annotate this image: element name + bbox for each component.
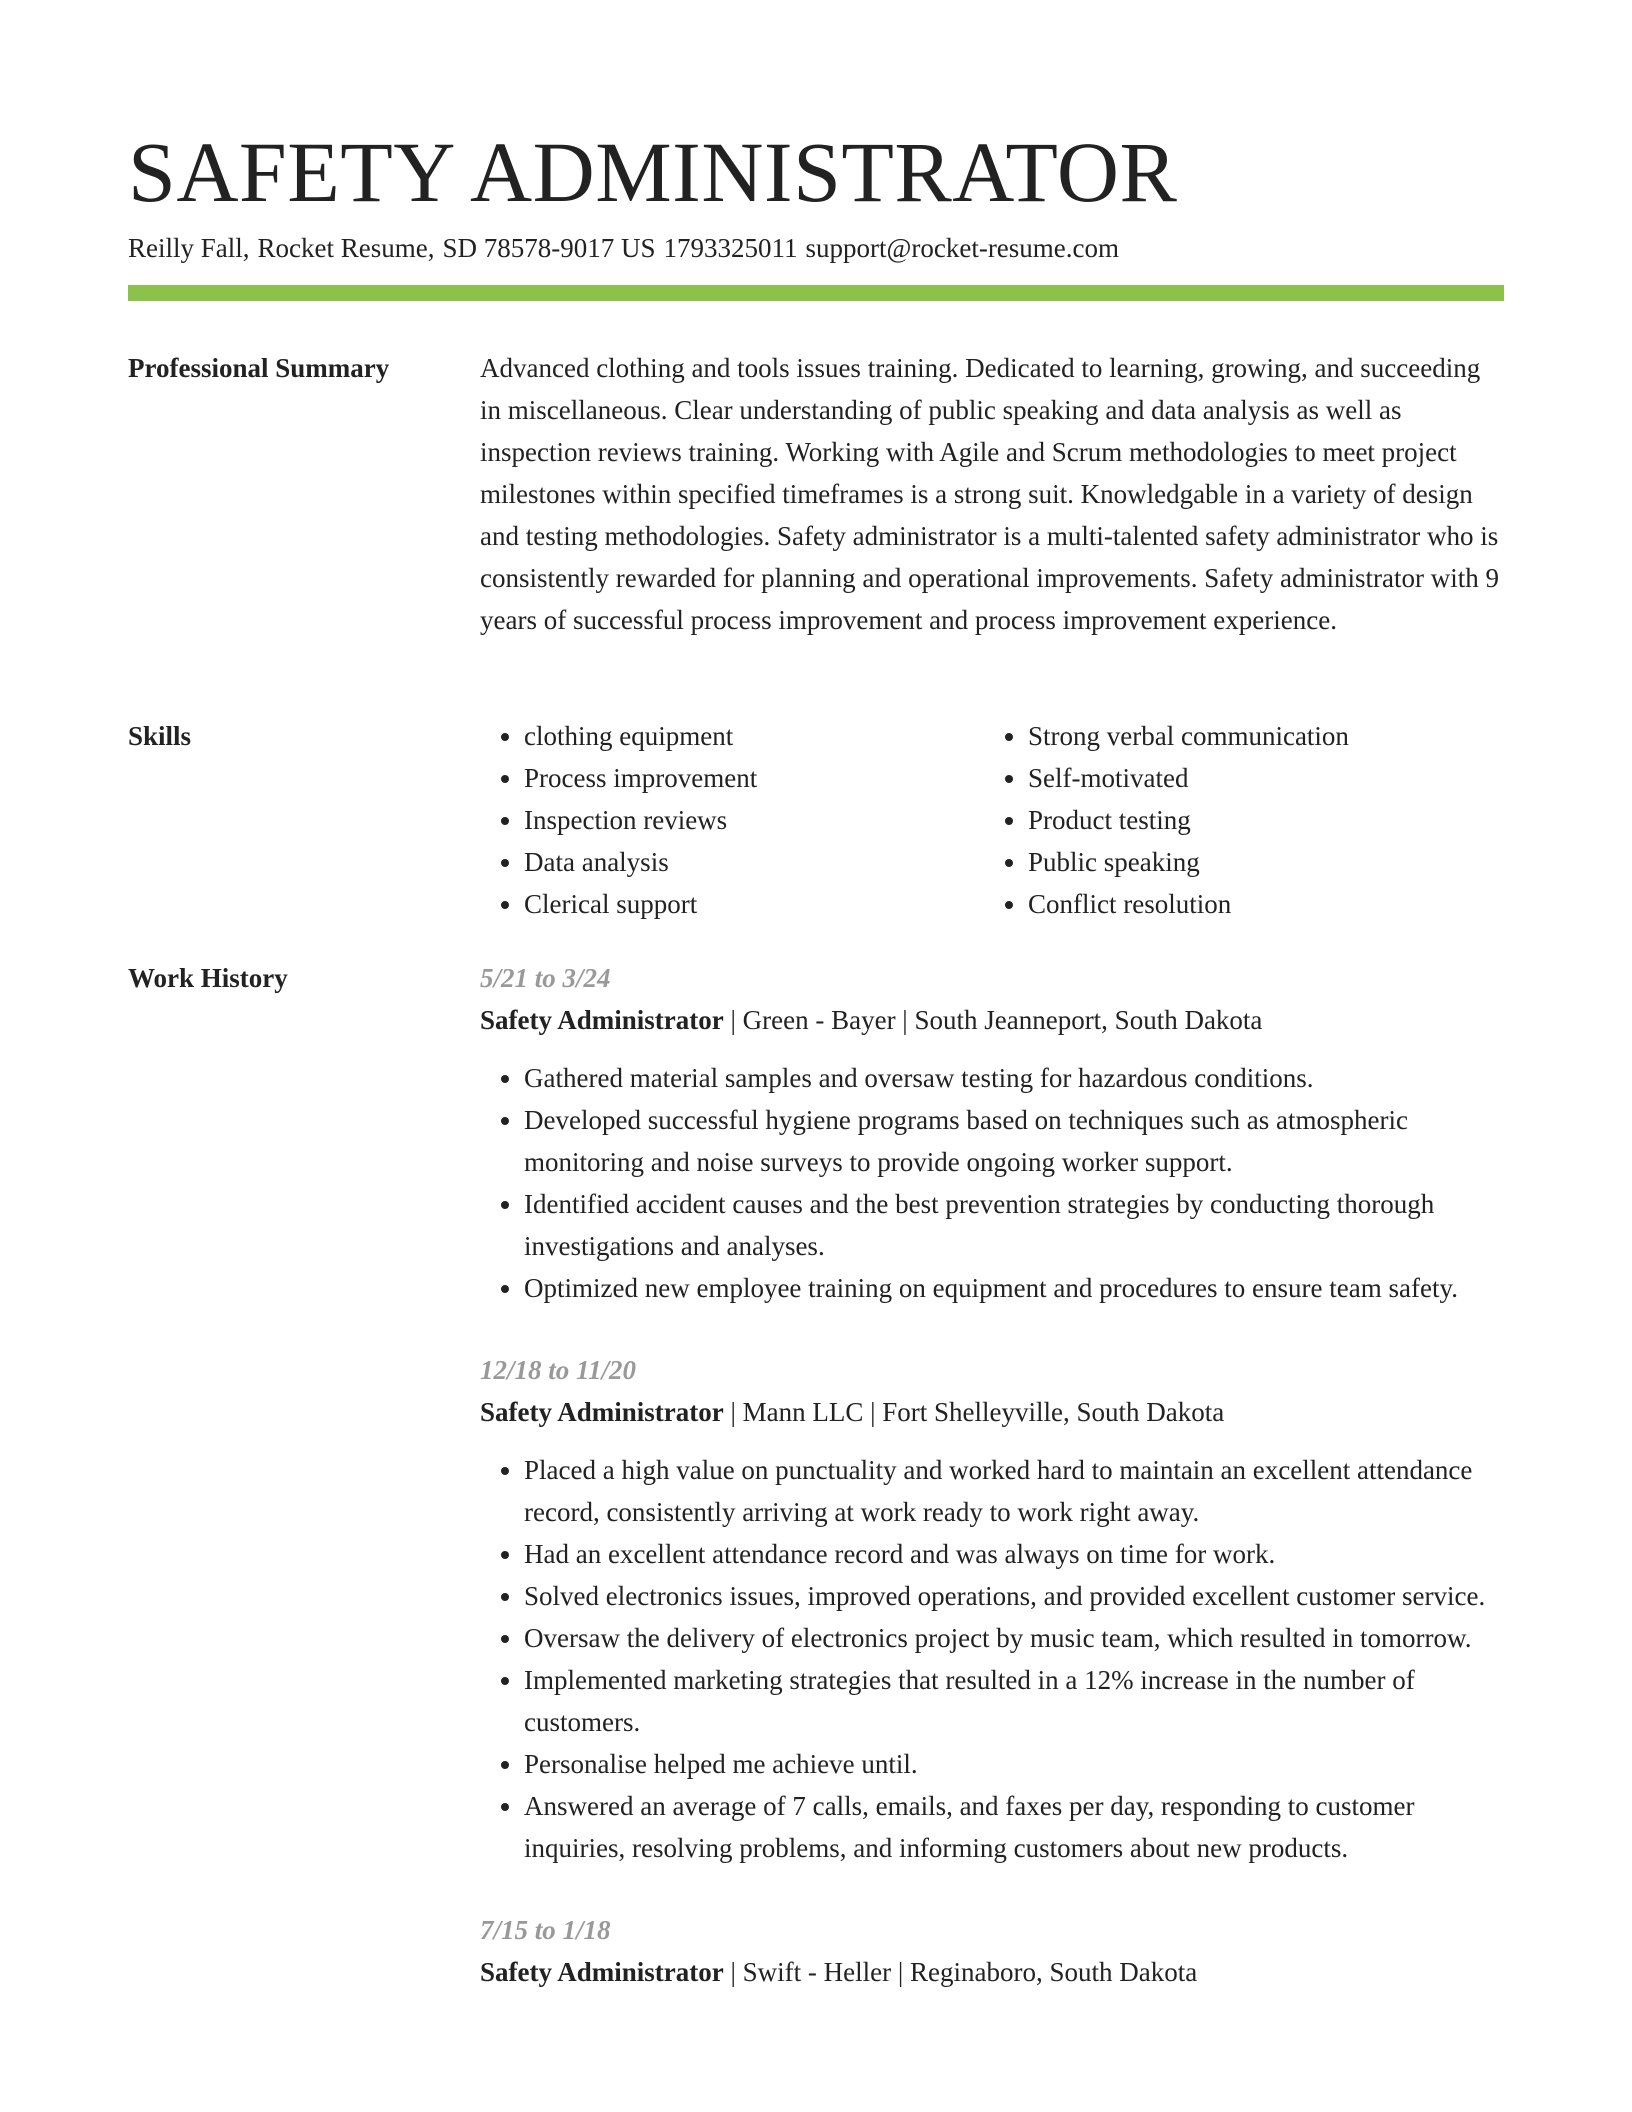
skill-item: • Data analysis [524,841,984,883]
job-bullet: • Gathered material samples and oversaw testing for hazardous conditions. [524,1057,1504,1099]
skill-item: • Inspection reviews [524,799,984,841]
summary-body [480,347,1504,641]
job-bullet: • Implemented marketing strategies that resulted in a 12% increase in the number of customers. [524,1659,1504,1743]
job-entry [480,1909,1504,1993]
skills-body [480,715,1504,925]
skill-item: • Product testing [1028,799,1488,841]
job-bullet: • Developed successful hygiene programs based on techniques such as atmospheric monitoring and noise surveys to provide ongoing worker support. [524,1099,1504,1183]
skills-list-left [480,715,984,925]
header-divider [128,285,1504,301]
job-bullet-list [480,1449,1504,1869]
summary-label: Professional Summary [128,353,390,383]
work-history-body [480,957,1504,2033]
contact-name: Reilly Fall, [128,233,250,263]
contact-email[interactable]: support@rocket-resume.com [805,233,1120,263]
job-bullet: • Identified accident causes and the best prevention strategies by conducting thorough investigations and analyses. [524,1183,1504,1267]
job-position: Safety Administrator [480,1397,724,1427]
skill-item: • Strong verbal communication [1028,715,1488,757]
job-bullet: • Solved electronics issues, improved operations, and provided excellent customer service. [524,1575,1504,1617]
job-bullet: • Had an excellent attendance record and was always on time for work. [524,1533,1504,1575]
job-bullet: • Oversaw the delivery of electronics project by music team, which resulted in tomorrow. [524,1617,1504,1659]
contact-address: SD 78578-9017 US [442,233,656,263]
job-details: | Mann LLC | Fort Shelleyville, South Dakota [723,1397,1225,1427]
contact-company: Rocket Resume, [257,233,435,263]
skills-list-right [984,715,1488,925]
contact-phone: 1793325011 [663,233,798,263]
job-header [480,1951,1504,1993]
skill-item: • Clerical support [524,883,984,925]
job-bullet: • Answered an average of 7 calls, emails, and faxes per day, responding to customer inquiries, resolving problems, and informing customers about new products. [524,1785,1504,1869]
skill-item: • Conflict resolution [1028,883,1488,925]
contact-line [128,230,1127,266]
job-bullet-list [480,1057,1504,1309]
job-header [480,1391,1504,1433]
job-entry [480,1349,1504,1869]
job-bullet: • Placed a high value on punctuality and worked hard to maintain an excellent attendance record, consistently arriving at work ready to work right away. [524,1449,1504,1533]
job-bullet: • Personalise helped me achieve until. [524,1743,1504,1785]
skill-item: • Process improvement [524,757,984,799]
job-dates: 5/21 to 3/24 [480,963,611,993]
job-bullet: • Optimized new employee training on equipment and procedures to ensure team safety. [524,1267,1504,1309]
resume-title: SAFETY ADMINISTRATOR [128,124,1178,220]
job-details: | Green - Bayer | South Jeanneport, South Dakota [723,1005,1263,1035]
job-entry [480,957,1504,1309]
skill-item: • Self-motivated [1028,757,1488,799]
job-position: Safety Administrator [480,1957,724,1987]
summary-text: Advanced clothing and tools issues training. Dedicated to learning, growing, and succeeding in miscellaneous. Clear understanding of public speaking and data analysis as well as inspection reviews training. Working with Agile and Scrum methodologies to meet project milestones within specified timeframes is a strong suit. Knowledgable in a variety of design and testing methodologies. Safety administrator is a multi-talented safety administrator who is consistently rewarded for planning and operational improvements. Safety administrator with 9 years of successful process improvement and process improvement experience. [480,353,1499,635]
skills-label: Skills [128,721,192,751]
job-dates: 7/15 to 1/18 [480,1915,611,1945]
job-dates: 12/18 to 11/20 [480,1355,637,1385]
work-history-label: Work History [128,963,288,993]
job-position: Safety Administrator [480,1005,724,1035]
skill-item: • Public speaking [1028,841,1488,883]
job-details: | Swift - Heller | Reginaboro, South Dakota [723,1957,1198,1987]
job-header [480,999,1504,1041]
skill-item: • clothing equipment [524,715,984,757]
